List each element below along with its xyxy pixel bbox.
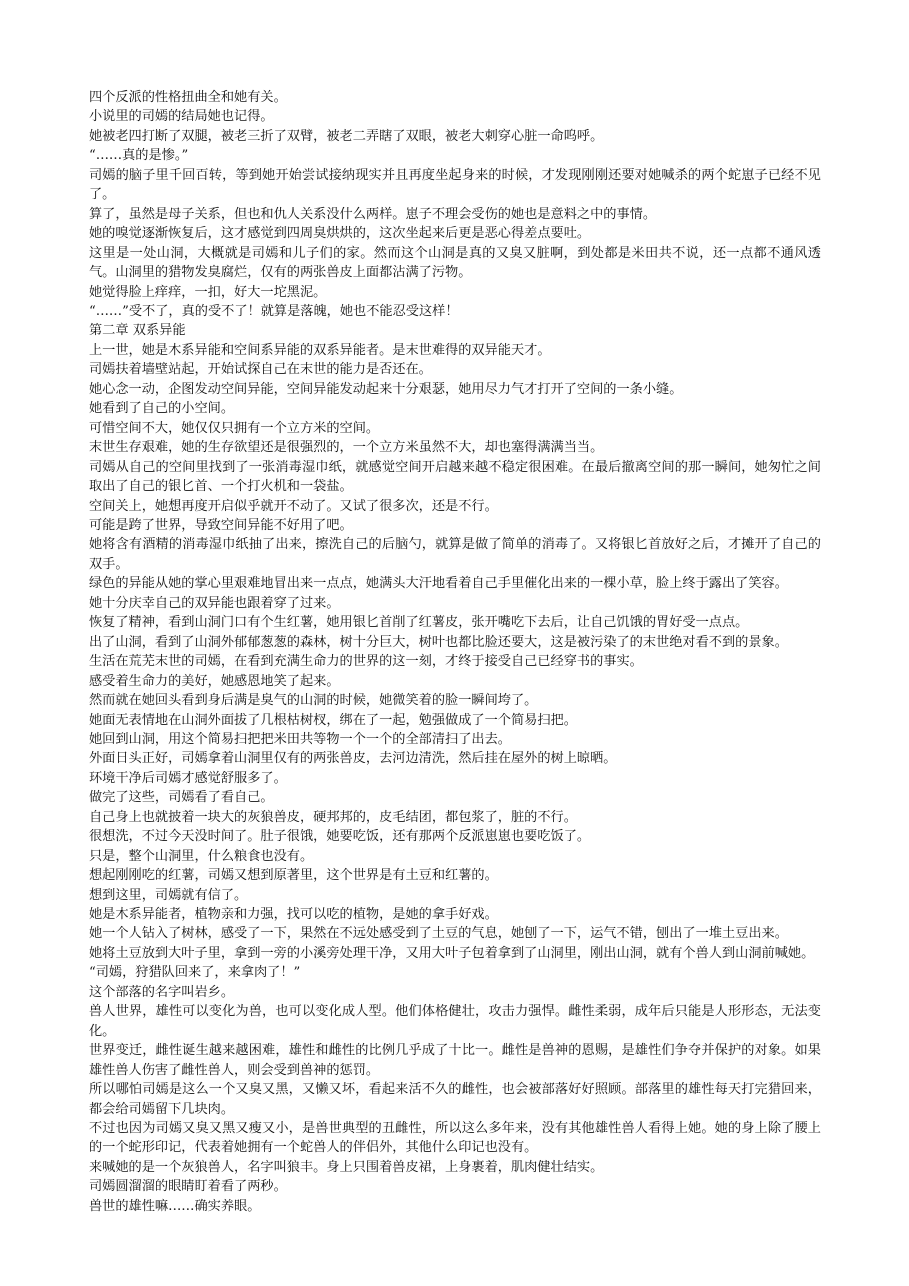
paragraph: 她心念一动，企图发动空间异能，空间异能发动起来十分艰瑟，她用尽力气才打开了空间的一条小缝。 [89, 381, 683, 397]
paragraph: 她将含有酒精的消毒湿巾纸抽了出来，擦洗自己的后脑勺，就算是做了简单的消毒了。又将银匕首放好之后，才摊开了自己的双手。 [89, 537, 821, 572]
paragraph: 绿色的异能从她的掌心里艰难地冒出来一点点，她满头大汗地看着自己手里催化出来的一棵小草，脸上终于露出了笑容。 [89, 576, 788, 592]
paragraph: 这里是一处山洞，大概就是司嫣和儿子们的家。然而这个山洞是真的又臭又脏啊，到处都是米田共不说，还一点都不通风透气。山洞里的猎物发臭腐烂，仅有的两张兽皮上面都沾满了污物。 [89, 245, 821, 281]
paragraph: 生活在荒芜末世的司嫣，在看到充满生命力的世界的这一刻，才终于接受自己已经穿书的事实。 [89, 654, 643, 670]
paragraph: 世界变迁，雌性诞生越来越困难，雄性和雌性的比例几乎成了十比一。雌性是兽神的恩赐，是雄性们争夺并保护的对象。如果雄性兽人伤害了雌性兽人，则会受到兽神的惩罚。 [89, 1043, 821, 1078]
paragraph: 四个反派的性格扭曲全和她有关。 [89, 90, 287, 105]
paragraph: 很想洗，不过今天没时间了。肚子很饿，她要吃饭，还有那两个反派崽崽也要吃饭了。 [89, 829, 591, 845]
paragraph: 她将土豆放到大叶子里，拿到一旁的小溪旁处理干净，又用大叶子包着拿到了山洞里，刚出山洞，就有个兽人到山洞前喊她。 [89, 945, 815, 961]
paragraph: 末世生存艰难，她的生存欲望还是很强烈的，一个立方米虽然不大，却也塞得满满当当。 [89, 440, 604, 456]
paragraph: 空间关上，她想再度开启似乎就开不动了。又试了很多次，还是不行。 [89, 498, 498, 514]
paragraph: 自己身上也就披着一块大的灰狼兽皮，硬邦邦的，皮毛结团，都包浆了，脏的不行。 [89, 809, 577, 825]
paragraph: 她被老四打断了双腿，被老三折了双臂，被老二弄瞎了双眼，被老大刺穿心脏一命呜呼。 [89, 128, 604, 144]
paragraph: 只是，整个山洞里，什么粮食也没有。 [89, 848, 314, 864]
paragraph: 司嫣扶着墙壁站起，开始试探自己在末世的能力是否还在。 [89, 362, 432, 378]
paragraph: 她是木系异能者，植物亲和力强，找可以吃的植物，是她的拿手好戏。 [89, 907, 498, 923]
paragraph: 她觉得脸上痒痒，一扣，好大一坨黑泥。 [89, 284, 327, 300]
chapter-heading: 第二章 双系异能 [89, 323, 186, 339]
paragraph: 可能是跨了世界，导致空间异能不好用了吧。 [89, 517, 353, 533]
paragraph: 司嫣从自己的空间里找到了一张消毒湿巾纸，就感觉空间开启越来越不稳定很困难。在最后撤离空间的那一瞬间，她匆忙之间取出了自己的银匕首、一个打火机和一袋盐。 [89, 459, 821, 495]
paragraph: “……真的是惨。” [89, 148, 189, 164]
paragraph: 司嫣圆溜溜的眼睛盯着看了两秒。 [89, 1179, 287, 1195]
paragraph: 她一个人钻入了树林，感受了一下，果然在不远处感受到了土豆的气息，她刨了一下，运气不错，刨出了一堆土豆出来。 [89, 926, 788, 942]
paragraph: 上一世，她是木系异能和空间系异能的双系异能者。是末世难得的双异能天才。 [89, 342, 551, 358]
paragraph: 恢复了精神，看到山洞门口有个生红薯，她用银匕首削了红薯皮，张开嘴吃下去后，让自己饥饿的胃好受一点点。 [89, 615, 749, 631]
paragraph: 做完了这些，司嫣看了看自己。 [89, 790, 274, 806]
paragraph: 她回到山洞，用这个简易扫把把米田共等物一个一个的全部清扫了出去。 [89, 731, 511, 747]
paragraph: 小说里的司嫣的结局她也记得。 [89, 109, 274, 125]
paragraph: 她十分庆幸自己的双异能也跟着穿了过来。 [89, 595, 340, 611]
paragraph: 算了，虽然是母子关系，但也和仇人关系没什么两样。崽子不理会受伤的她也是意料之中的事情。 [89, 206, 657, 222]
paragraph: 想到这里，司嫣就有信了。 [89, 887, 248, 903]
paragraph: 这个部落的名字叫岩乡。 [89, 984, 235, 1000]
paragraph: 兽人世界，雄性可以变化为兽，也可以变化成人型。他们体格健壮，攻击力强悍。雌性柔弱，成年后只能是人形形态，无法变化。 [89, 1004, 821, 1039]
paragraph: 可惜空间不大，她仅仅只拥有一个立方米的空间。 [89, 420, 380, 436]
paragraph: “司嫣，狩猎队回来了，来拿肉了！” [89, 965, 301, 981]
paragraph: 她看到了自己的小空间。 [89, 401, 235, 417]
paragraph: 所以哪怕司嫣是这么一个又臭又黑，又懒又坏，看起来活不久的雌性，也会被部落好好照顾。部落里的雄性每天打完猎回来，都会给司嫣留下几块肉。 [89, 1082, 821, 1117]
paragraph: 感受着生命力的美好，她感恩地笑了起来。 [89, 673, 340, 689]
paragraph: 不过也因为司嫣又臭又黑又瘦又小，是兽世典型的丑雌性，所以这么多年来，没有其他雄性兽人看得上她。她的身上除了腰上的一个蛇形印记，代表着她拥有一个蛇兽人的伴侣外，其他什么印记也没有。 [89, 1121, 821, 1156]
paragraph: 来喊她的是一个灰狼兽人，名字叫狼丰。身上只围着兽皮裙，上身裹着，肌肉健壮结实。 [89, 1159, 604, 1175]
paragraph: 她的嗅觉逐渐恢复后，这才感觉到四周臭烘烘的，这次坐起来后更是恶心得差点要吐。 [89, 226, 591, 242]
paragraph: 然而就在她回头看到身后满是臭气的山洞的时候，她微笑着的脸一瞬间垮了。 [89, 693, 538, 709]
paragraph: 环境干净后司嫣才感觉舒服多了。 [89, 770, 287, 786]
paragraph: 想起刚刚吃的红薯，司嫣又想到原著里，这个世界是有土豆和红薯的。 [89, 868, 498, 884]
paragraph: 兽世的雄性嘛……确实养眼。 [89, 1198, 261, 1214]
paragraph: 司嫣的脑子里千回百转，等到她开始尝试接纳现实并且再度坐起身来的时候，才发现刚刚还要对她喊杀的两个蛇崽子已经不见了。 [89, 167, 821, 203]
paragraph: 她面无表情地在山洞外面拔了几根枯树杈，绑在了一起，勉强做成了一个简易扫把。 [89, 712, 577, 728]
document-page [89, 88, 821, 1216]
paragraph: “……”受不了，真的受不了！就算是落魄，她也不能忍受这样！ [89, 303, 459, 319]
paragraph: 外面日头正好，司嫣拿着山洞里仅有的两张兽皮，去河边清洗，然后挂在屋外的树上晾晒。 [89, 751, 617, 767]
paragraph: 出了山洞，看到了山洞外郁郁葱葱的森林，树十分巨大，树叶也都比脸还要大，这是被污染了的末世绝对看不到的景象。 [89, 634, 788, 650]
